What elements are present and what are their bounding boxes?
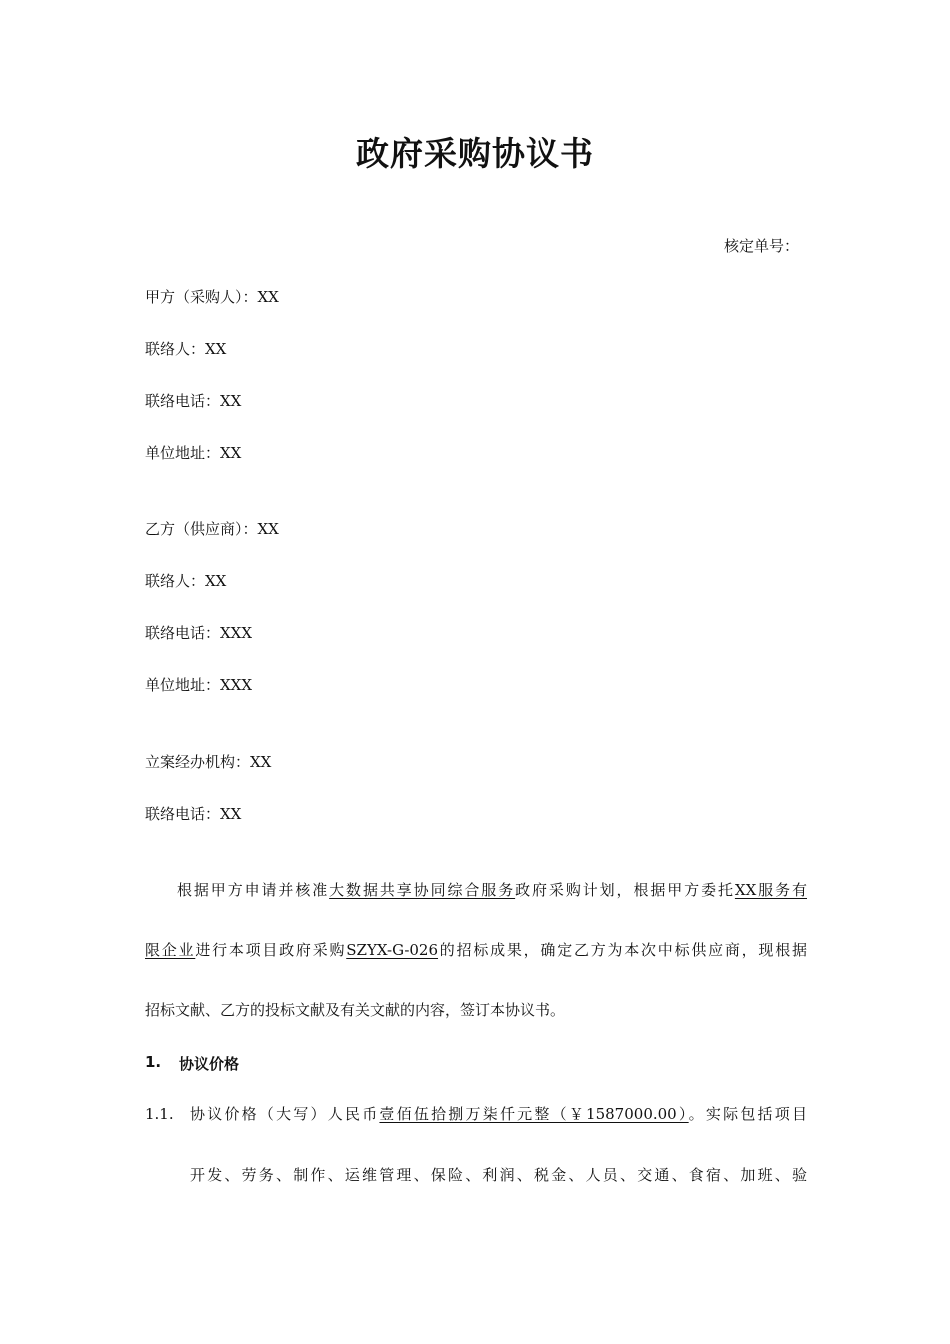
- agent-name: 限企业: [145, 941, 196, 959]
- intro-text: 进行本项目政府采购: [195, 941, 347, 959]
- intro-line-2: [145, 940, 807, 960]
- contract-amount: 壹佰伍拾捌万柒仟元整（￥1587000.00）: [379, 1105, 689, 1123]
- document-title: 政府采购协议书: [356, 134, 594, 173]
- ref-number-label: 核定单号：: [724, 237, 800, 255]
- clause-1-1-line-2: 开发、劳务、制作、运维管理、保险、利润、税金、人员、交通、食宿、加班、验: [190, 1166, 807, 1184]
- project-code: SZYX-G-026: [346, 941, 439, 959]
- intro-text: 的招标成果，确定乙方为本次中标供应商，现根据: [438, 941, 807, 959]
- party-b-contact: 联络人：XX: [145, 572, 227, 590]
- clause-number: 1.1.: [145, 1105, 174, 1123]
- agency-name: 立案经办机构：XX: [145, 753, 272, 771]
- clause-text: 。实际包括项目: [688, 1105, 807, 1123]
- intro-line-3: 招标文献、乙方的投标文献及有关文献的内容，签订本协议书。: [145, 1001, 566, 1019]
- section-1-number: 1.: [145, 1053, 162, 1071]
- intro-text: 政府采购计划，根据甲方委托: [515, 881, 735, 899]
- party-b-address: 单位地址：XXX: [145, 676, 253, 694]
- party-a-contact: 联络人：XX: [145, 340, 227, 358]
- party-a-phone: 联络电话：XX: [145, 392, 242, 410]
- intro-line-1: [177, 880, 807, 900]
- agency-phone: 联络电话：XX: [145, 805, 242, 823]
- party-b-phone: 联络电话：XXX: [145, 624, 253, 642]
- clause-1-1-line-1: [190, 1104, 807, 1124]
- intro-text: 根据甲方申请并核准: [177, 881, 330, 899]
- section-1-title: 协议价格: [179, 1055, 240, 1073]
- agent-name: XX服务有: [734, 881, 807, 899]
- party-b-name: 乙方（供应商）：XX: [145, 520, 279, 538]
- party-a-name: 甲方（采购人）：XX: [145, 288, 279, 306]
- party-a-address: 单位地址：XX: [145, 444, 242, 462]
- project-name: 大数据共享协同综合服务: [329, 881, 516, 899]
- clause-text: 协议价格（大写）人民币: [190, 1105, 380, 1123]
